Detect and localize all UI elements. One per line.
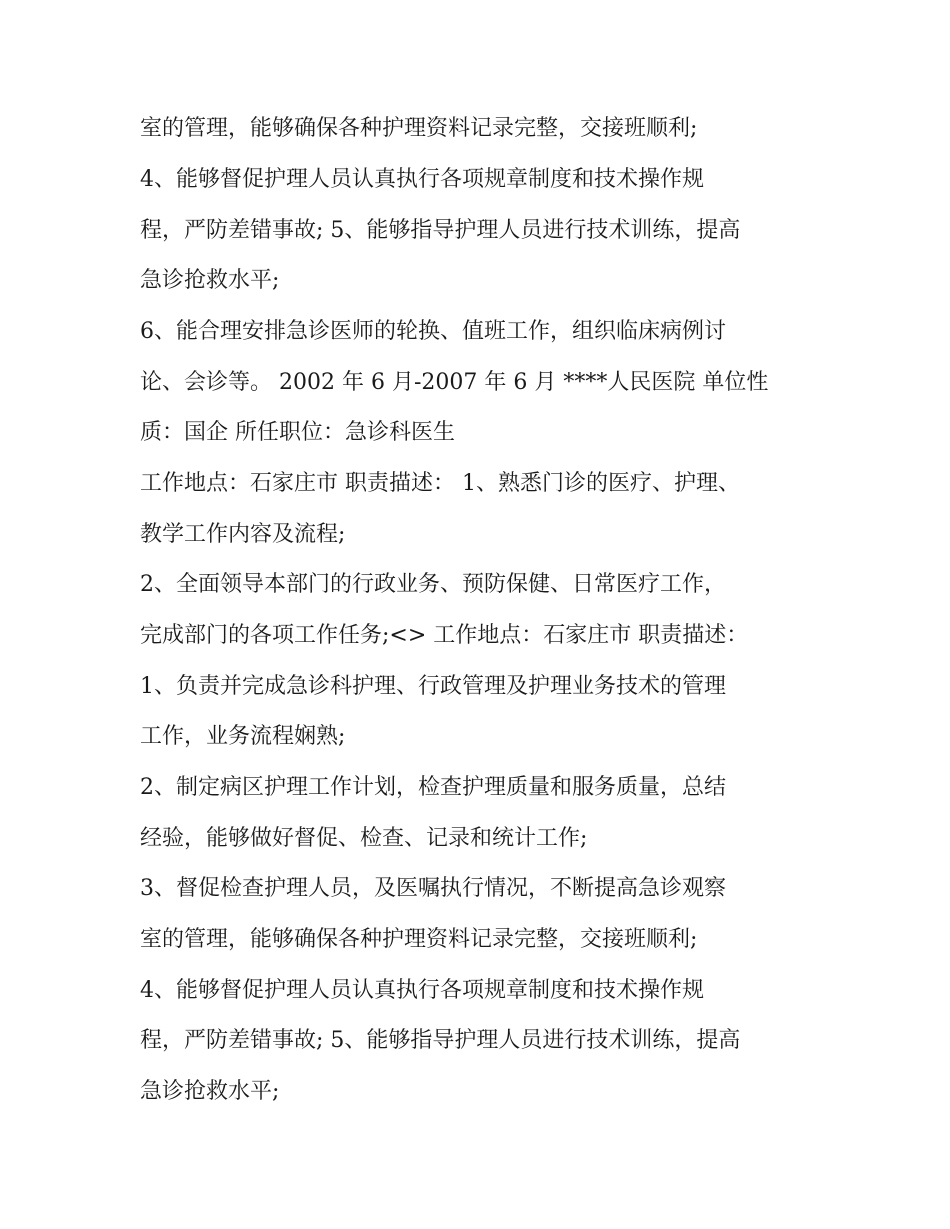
text-line: 质：国企 所任职位：急诊科医生: [140, 420, 455, 445]
text-line: 6、能合理安排急诊医师的轮换、值班工作，组织临床病例讨: [140, 319, 726, 344]
text-line: 1、负责并完成急诊科护理、行政管理及护理业务技术的管理: [140, 674, 726, 699]
text-line: 工作地点：石家庄市 职责描述： 1、熟悉门诊的医疗、护理、: [140, 471, 740, 496]
text-line: 工作，业务流程娴熟;: [140, 724, 346, 749]
text-line: 4、能够督促护理人员认真执行各项规章制度和技术操作规: [140, 978, 704, 1003]
text-line: 4、能够督促护理人员认真执行各项规章制度和技术操作规: [140, 167, 704, 192]
text-line: 室的管理，能够确保各种护理资料记录完整，交接班顺利;: [140, 927, 698, 952]
text-line: 3、督促检查护理人员，及医嘱执行情况，不断提高急诊观察: [140, 876, 726, 901]
text-line: 2、全面领导本部门的行政业务、预防保健、日常医疗工作，: [140, 572, 726, 597]
text-line: 完成部门的各项工作任务;<> 工作地点：石家庄市 职责描述：: [140, 623, 749, 648]
text-line: 2、制定病区护理工作计划，检查护理质量和服务质量，总结: [140, 775, 726, 800]
text-line: 急诊抢救水平;: [140, 268, 280, 293]
text-line: 急诊抢救水平;: [140, 1079, 280, 1104]
text-line: 经验，能够做好督促、检查、记录和统计工作;: [140, 826, 588, 851]
text-line: 论、会诊等。 2002 年 6 月-2007 年 6 月 ****人民医院 单位性: [140, 370, 769, 395]
text-line: 程，严防差错事故; 5、能够指导护理人员进行技术训练，提高: [140, 1028, 741, 1053]
text-line: 程，严防差错事故; 5、能够指导护理人员进行技术训练，提高: [140, 218, 741, 243]
text-line: 室的管理，能够确保各种护理资料记录完整，交接班顺利;: [140, 116, 698, 141]
text-line: 教学工作内容及流程;: [140, 522, 346, 547]
